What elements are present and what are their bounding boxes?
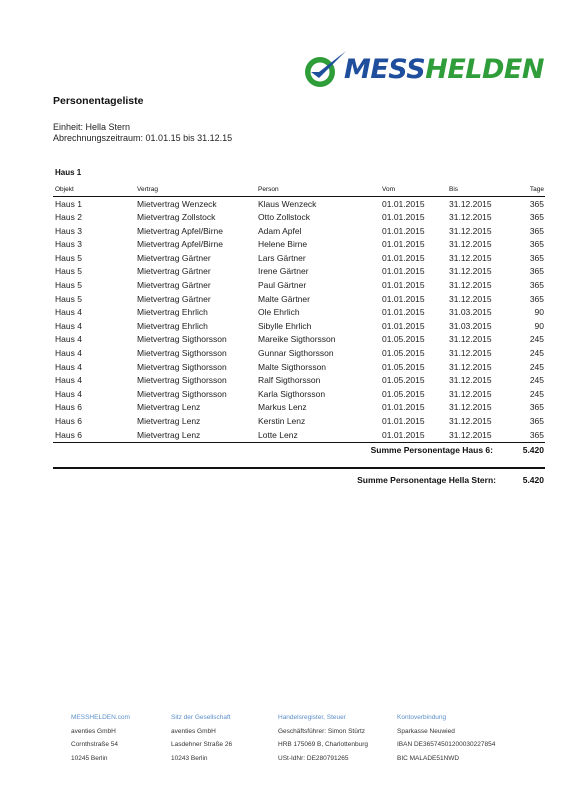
- cell-bis: 31.12.2015: [449, 266, 492, 277]
- footer-line: aventies GmbH: [71, 727, 116, 735]
- footer-line: BIC MALADE51NWD: [397, 754, 460, 762]
- cell-vertrag: Mietvertrag Sigthorsson: [137, 334, 227, 345]
- cell-vom: 01.01.2015: [382, 293, 425, 304]
- cell-person: Helene Birne: [258, 239, 308, 250]
- table-row: [53, 252, 545, 266]
- total-rule: [53, 467, 545, 469]
- column-header-objekt: Objekt: [55, 186, 74, 193]
- table-row: [53, 388, 545, 402]
- cell-tage: 365: [529, 429, 544, 440]
- cell-person: Adam Apfel: [258, 225, 302, 236]
- cell-person: Paul Gärtner: [258, 280, 307, 291]
- table-row: [53, 333, 545, 347]
- column-header-person: Person: [258, 186, 279, 193]
- table-row: [53, 347, 545, 361]
- table-row: [53, 225, 545, 239]
- footer-column-register: [278, 711, 368, 765]
- cell-tage: 90: [534, 307, 544, 318]
- cell-vertrag: Mietvertrag Ehrlich: [137, 307, 208, 318]
- footer-line: IBAN DE36574501200030227854: [397, 741, 496, 748]
- section-heading: Haus 1: [55, 168, 82, 177]
- column-header-vertrag: Vertrag: [137, 186, 158, 193]
- table-row: [53, 198, 545, 212]
- footer-column-sitz: [171, 711, 232, 765]
- cell-objekt: Haus 5: [55, 266, 82, 277]
- cell-vom: 01.05.2015: [382, 375, 425, 386]
- cell-tage: 245: [529, 361, 544, 372]
- cell-tage: 365: [529, 225, 544, 236]
- cell-vertrag: Mietvertrag Sigthorsson: [137, 375, 227, 386]
- cell-person: Markus Lenz: [258, 402, 307, 413]
- cell-vertrag: Mietvertrag Zollstock: [137, 212, 216, 223]
- table-row: [53, 265, 545, 279]
- cell-vertrag: Mietvertrag Sigthorsson: [137, 388, 227, 399]
- cell-vom: 01.01.2015: [382, 320, 425, 331]
- cell-tage: 365: [529, 212, 544, 223]
- cell-objekt: Haus 4: [55, 307, 82, 318]
- cell-vertrag: Mietvertrag Sigthorsson: [137, 361, 227, 372]
- table-row: [53, 279, 545, 293]
- cell-bis: 31.12.2015: [449, 198, 492, 209]
- cell-bis: 31.12.2015: [449, 252, 492, 263]
- cell-vom: 01.01.2015: [382, 416, 425, 426]
- cell-bis: 31.12.2015: [449, 225, 492, 236]
- cell-objekt: Haus 3: [55, 239, 82, 250]
- cell-person: Malte Sigthorsson: [258, 361, 327, 372]
- cell-objekt: Haus 4: [55, 388, 82, 399]
- cell-vom: 01.05.2015: [382, 348, 425, 359]
- cell-vom: 01.05.2015: [382, 334, 425, 345]
- footer-line: Cornthstraße 54: [71, 741, 118, 748]
- table-row: [53, 238, 545, 252]
- cell-bis: 31.12.2015: [449, 416, 492, 426]
- cell-objekt: Haus 6: [55, 402, 82, 413]
- cell-tage: 365: [529, 293, 544, 304]
- cell-objekt: Haus 4: [55, 375, 82, 386]
- cell-objekt: Haus 4: [55, 348, 82, 359]
- column-header-vom: Vom: [382, 186, 396, 193]
- cell-bis: 31.12.2015: [449, 402, 492, 413]
- cell-vom: 01.01.2015: [382, 198, 425, 209]
- cell-vertrag: Mietvertrag Ehrlich: [137, 320, 208, 331]
- cell-tage: 365: [529, 280, 544, 291]
- cell-vom: 01.01.2015: [382, 225, 425, 236]
- zeitraum-text: Abrechnungszeitraum: 01.01.15 bis 31.12.15: [53, 133, 233, 143]
- cell-objekt: Haus 3: [55, 225, 82, 236]
- cell-objekt: Haus 1: [55, 198, 82, 209]
- cell-tage: 365: [529, 198, 544, 209]
- cell-bis: 31.12.2015: [449, 334, 492, 345]
- cell-bis: 31.12.2015: [449, 280, 492, 291]
- cell-bis: 31.12.2015: [449, 388, 492, 399]
- table-row: [53, 211, 545, 225]
- cell-person: Klaus Wenzeck: [258, 198, 317, 209]
- cell-person: Kerstin Lenz: [258, 416, 306, 426]
- cell-tage: 245: [529, 388, 544, 399]
- logo-wordmark: [344, 50, 544, 90]
- cell-person: Ole Ehrlich: [258, 307, 300, 318]
- cell-tage: 365: [529, 266, 544, 277]
- footer-line: USt-IdNr: DE280791265: [278, 754, 349, 762]
- cell-vom: 01.05.2015: [382, 388, 425, 399]
- cell-person: Otto Zollstock: [258, 212, 310, 223]
- cell-bis: 31.12.2015: [449, 375, 492, 386]
- subtotal-value: 5.420: [522, 445, 544, 455]
- cell-objekt: Haus 6: [55, 416, 82, 426]
- cell-vertrag: Mietvertrag Gärtner: [137, 252, 211, 263]
- table-row: [53, 415, 545, 429]
- footer-line: HRB 175069 B, Charlottenburg: [278, 741, 368, 748]
- cell-bis: 31.03.2015: [449, 320, 492, 331]
- cell-person: Malte Gärtner: [258, 293, 310, 304]
- cell-bis: 31.12.2015: [449, 212, 492, 223]
- logo-wordmark-part2: HELDEN: [425, 54, 544, 85]
- cell-vertrag: Mietvertrag Gärtner: [137, 280, 211, 291]
- footer-column-company: [71, 711, 130, 765]
- cell-vertrag: Mietvertrag Gärtner: [137, 266, 211, 277]
- footer-line: Sparkasse Neuwied: [397, 727, 455, 735]
- cell-vom: 01.01.2015: [382, 280, 425, 291]
- cell-vertrag: Mietvertrag Sigthorsson: [137, 348, 227, 359]
- footer-heading: Sitz der Gesellschaft: [171, 714, 231, 721]
- cell-objekt: Haus 6: [55, 429, 82, 440]
- table-row: [53, 306, 545, 320]
- cell-vom: 01.01.2015: [382, 429, 425, 440]
- cell-person: Sibylle Ehrlich: [258, 320, 312, 331]
- cell-objekt: Haus 4: [55, 361, 82, 372]
- footer-line: Geschäftsführer: Simon Stürtz: [278, 727, 366, 735]
- cell-tage: 90: [534, 320, 544, 331]
- cell-objekt: Haus 4: [55, 320, 82, 331]
- cell-vom: 01.01.2015: [382, 212, 425, 223]
- cell-vom: 01.01.2015: [382, 307, 425, 318]
- subtotal-label: Summe Personentage Haus 6:: [370, 445, 493, 455]
- cell-vertrag: Mietvertrag Lenz: [137, 416, 201, 426]
- footer-line: Lasdehner Straße 26: [171, 741, 233, 748]
- cell-person: Ralf Sigthorsson: [258, 375, 321, 386]
- cell-tage: 365: [529, 252, 544, 263]
- cell-person: Lars Gärtner: [258, 252, 306, 263]
- cell-tage: 365: [529, 239, 544, 250]
- cell-objekt: Haus 5: [55, 252, 82, 263]
- table-row: [53, 361, 545, 375]
- cell-vertrag: Mietvertrag Wenzeck: [137, 198, 217, 209]
- cell-vertrag: Mietvertrag Lenz: [137, 429, 201, 440]
- table-row: [53, 374, 545, 388]
- footer-heading: MESSHELDEN.com: [71, 714, 130, 721]
- cell-bis: 31.12.2015: [449, 348, 492, 359]
- footer-line: 10245 Berlin: [71, 754, 108, 762]
- column-header-tage: Tage: [529, 186, 544, 193]
- cell-vom: 01.05.2015: [382, 361, 425, 372]
- page-title: Personentageliste: [53, 95, 144, 107]
- cell-objekt: Haus 5: [55, 293, 82, 304]
- cell-bis: 31.12.2015: [449, 293, 492, 304]
- cell-tage: 245: [529, 348, 544, 359]
- table-row: [53, 401, 545, 415]
- cell-objekt: Haus 4: [55, 334, 82, 345]
- cell-objekt: Haus 5: [55, 280, 82, 291]
- table-body: [53, 198, 545, 443]
- table-row: [53, 293, 545, 307]
- cell-vom: 01.01.2015: [382, 402, 425, 413]
- cell-bis: 31.12.2015: [449, 429, 492, 440]
- cell-vertrag: Mietvertrag Apfel/Birne: [137, 225, 223, 236]
- cell-vom: 01.01.2015: [382, 239, 425, 250]
- subtotal-rule: [53, 442, 545, 443]
- cell-bis: 31.03.2015: [449, 307, 492, 318]
- total-label: Summe Personentage Hella Stern:: [357, 475, 496, 485]
- cell-bis: 31.12.2015: [449, 361, 492, 372]
- footer-column-bank: [397, 711, 495, 765]
- cell-person: Mareike Sigthorsson: [258, 334, 336, 345]
- cell-objekt: Haus 2: [55, 212, 82, 223]
- cell-vertrag: Mietvertrag Lenz: [137, 402, 201, 413]
- table-row: [53, 429, 545, 443]
- cell-person: Gunnar Sigthorsson: [258, 348, 334, 359]
- cell-vom: 01.01.2015: [382, 252, 425, 263]
- checkmark-swoosh-icon: [300, 48, 348, 92]
- cell-bis: 31.12.2015: [449, 239, 492, 250]
- einheit-text: Einheit: Hella Stern: [53, 122, 131, 132]
- footer-line: 10243 Berlin: [171, 754, 208, 762]
- cell-vertrag: Mietvertrag Gärtner: [137, 293, 211, 304]
- cell-tage: 365: [529, 416, 544, 426]
- table-row: [53, 320, 545, 334]
- cell-tage: 245: [529, 334, 544, 345]
- logo-wordmark-part1: MESS: [344, 54, 426, 85]
- cell-person: Irene Gärtner: [258, 266, 309, 277]
- cell-vertrag: Mietvertrag Apfel/Birne: [137, 239, 223, 250]
- cell-tage: 365: [529, 402, 544, 413]
- cell-vom: 01.01.2015: [382, 266, 425, 277]
- footer-heading: Handelsregister, Steuer: [278, 714, 346, 721]
- cell-person: Lotte Lenz: [258, 429, 298, 440]
- footer-line: aventies GmbH: [171, 727, 216, 735]
- footer-heading: Kontoverbindung: [397, 714, 447, 721]
- company-logo: [300, 48, 544, 92]
- cell-person: Karla Sigthorsson: [258, 388, 326, 399]
- total-value: 5.420: [522, 475, 544, 485]
- cell-tage: 245: [529, 375, 544, 386]
- column-header-bis: Bis: [449, 186, 459, 193]
